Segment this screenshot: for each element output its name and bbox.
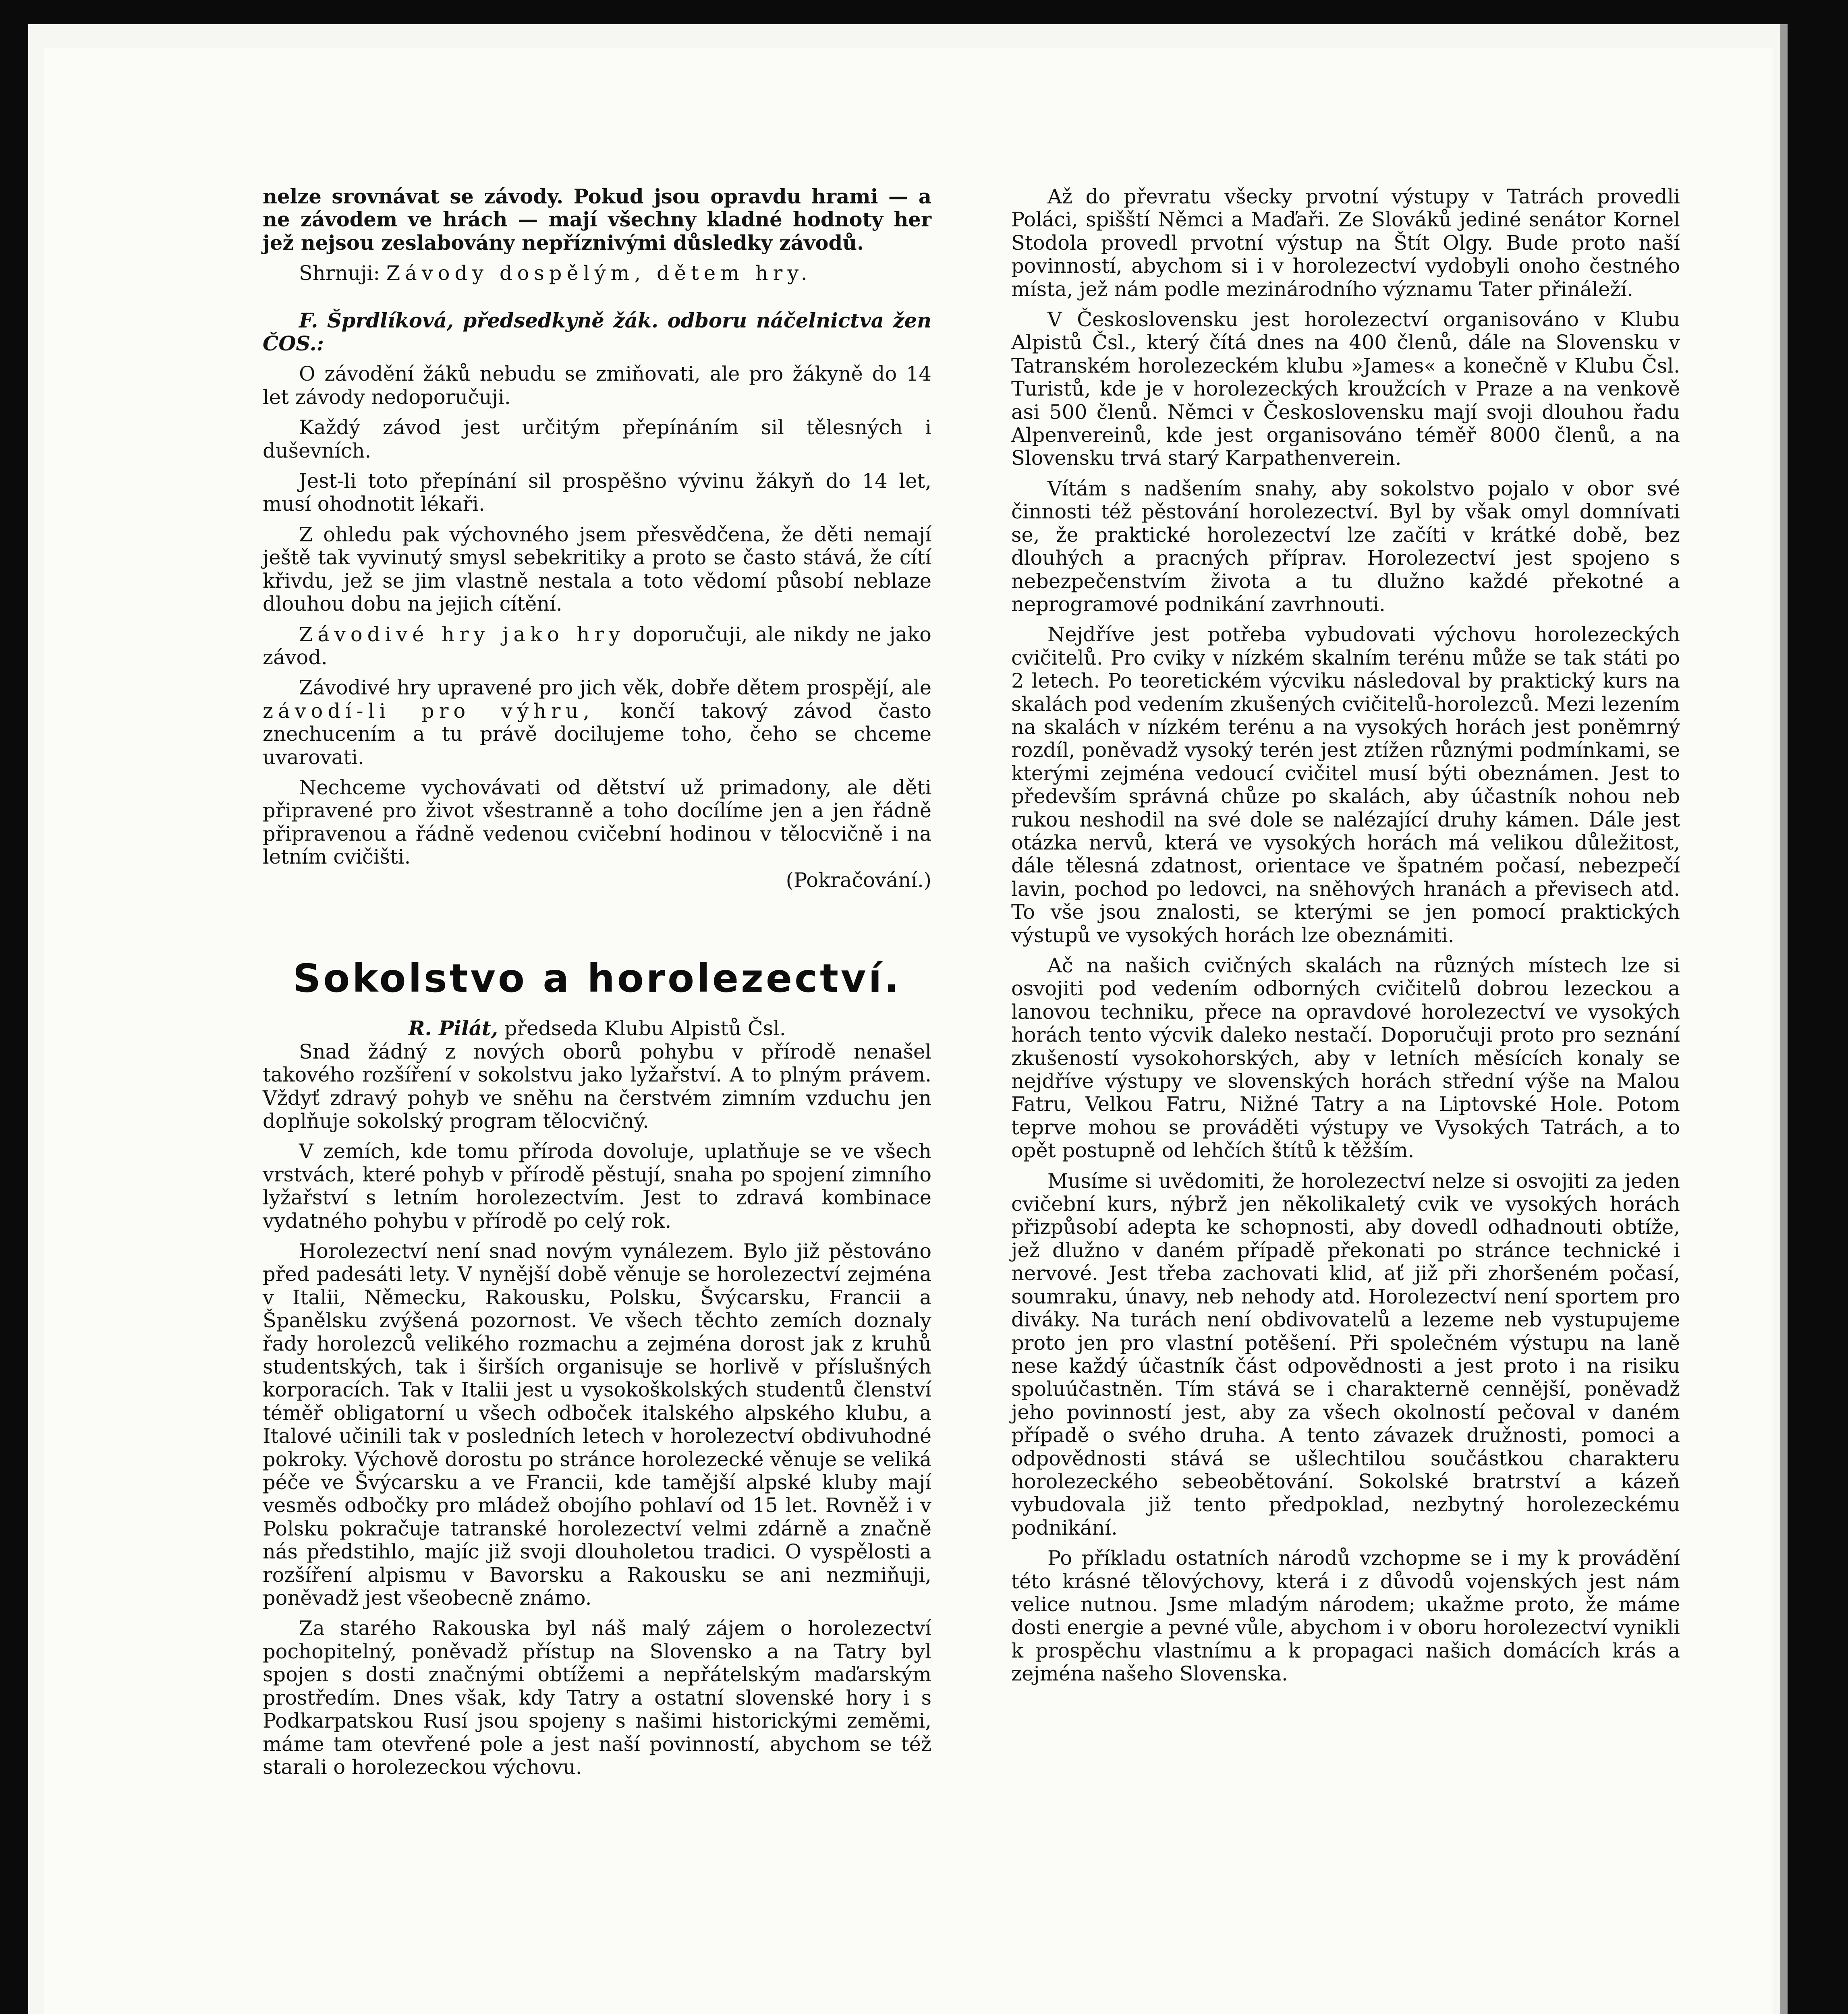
article-title: Sokolstvo a horolezectví. xyxy=(293,955,901,1001)
left-column xyxy=(263,185,931,1779)
paragraph: Z ohledu pak výchovného jsem přesvědčena, že děti nemají ještě tak vyvinutý smysl sebekritiky a proto se často stává, že cítí křivdu, jež se jim vlastně nestala a toto vědomí působí neblaze dlouhou dobu na jejich cítění. xyxy=(263,522,931,616)
spaced-phrase: závodí-li pro výhru, xyxy=(263,699,595,723)
paragraph xyxy=(263,676,931,769)
continued-note: (Pokračování.) xyxy=(786,868,931,892)
paragraph: Za starého Rakouska byl náš malý zájem o horolezectví pochopitelný, poněvadž přístup na Slovensko a na Tatry byl spojen s dosti značnými obtížemi a nepřátelským maďarským prostředím. Dnes však, kdy Tatry a ostatní slovenské hory i s Podkarpatskou Rusí jsou spojeny s našimi historickými zeměmi, máme tam otevřené pole a jest naší povinností, abychom se též starali o horolezeckou výchovu. xyxy=(263,1616,931,1779)
byline-name: R. Pilát, xyxy=(408,1017,498,1040)
paragraph: V zemích, kde tomu příroda dovoluje, uplatňuje se ve všech vrstvách, které pohyb v přírodě pěstují, snaha po spojení zimního lyžařství s letním horolezectvím. Jest to zdravá kombinace vydatného pohybu v přírodě po celý rok. xyxy=(263,1140,931,1233)
scan-edge-right xyxy=(1788,0,1848,2014)
paragraph: Snad žádný z nových oborů pohybu v přírodě nenašel takového rozšíření v sokolstvu jako lyžařství. A to plným právem. Vždyť zdravý pohyb ve sněhu na čerstvém zimním vzduchu jen doplňuje sokolský program tělocvičný. xyxy=(263,1040,931,1133)
paragraph: Vítám s nadšením snahy, aby sokolstvo pojalo v obor své činnosti též pěstování horolezectví. Byl by však omyl domnívati se, že praktické horolezectví lze začíti v krátké době, bez dlouhých a pracných příprav. Horolezectví jest spojeno s nebezpečenstvím života a tu dlužno každé překotné a neprogramové podnikání zavrhnouti. xyxy=(1011,477,1680,616)
summary-line xyxy=(263,262,931,285)
paragraph-start: Závodivé hry upravené pro jich věk, dobře dětem prospějí, ale xyxy=(299,676,931,700)
article-byline xyxy=(263,1017,931,1040)
spaced-phrase: Závodivé hry jako hry xyxy=(299,622,625,646)
paragraph: Nechceme vychovávati od dětství už primadony, ale děti připravené pro život všestranně a toho docílíme jen a jen řádně připravenou a řádně vedenou cvičební hodinou v tělocvičně i na letním cvičišti. xyxy=(263,775,931,869)
paragraph: Každý závod jest určitým přepínáním sil tělesných i duševních. xyxy=(263,416,931,462)
scan-edge-right-shadow xyxy=(1780,24,1788,2014)
paragraph: Musíme si uvědomiti, že horolezectví nelze si osvojiti za jeden cvičební kurs, nýbrž jen několikaletý cvik ve vysokých horách přizpůsobí adepta ke schopnosti, aby dovedl odhadnouti obtíže, jež dlužno v daném případě překonati po stránce technické i nervové. Jest třeba zachovati klid, ať již při zhoršeném počasí, soumraku, únavy, neb nehody atd. Horolezectví není sportem pro diváky. Na turách není obdivovatelů a lezeme neb vystupujeme proto jen pro vlastní potěšení. Při společném výstupu na laně nese každý účastník část odpovědnosti a jest proto i na risiku spoluúčastněn. Tím stává se i charakterně cennější, poněvadž jeho povinností jest, aby za všech okolností pečoval v daném případě o svého druha. A tento závazek družnosti, pomoci a odpovědnosti stává se ušlechtilou součástkou charakteru horolezeckého sebeobětování. Sokolské bratrství a kázeň vybudovala již tento předpoklad, nezbytný horolezeckému podnikání. xyxy=(1011,1169,1680,1540)
paragraph: Jest-li toto přepínání sil prospěšno vývinu žákyň do 14 let, musí ohodnotit lékaři. xyxy=(263,469,931,516)
paragraph: Nejdříve jest potřeba vybudovati výchovu horolezeckých cvičitelů. Pro cviky v nízkém skalním terénu může se tak státi po 2 letech. Po teoretickém výcviku následoval by praktický kurs na skalách pod vedením zkušených cvičitelů-horolezců. Mezi lezením na skalách v nízkém terénu a na vysokých horách jest poněmrný rozdíl, poněvadž vysoký terén jest ztížen různými podmínkami, se kterými zejména vedoucí cvičitel musí býti obeznámen. Jest to především správná chůze po skalách, aby účastník nohou neb rukou neshodil na své dole se nalézající druhy kámen. Dále jest otázka nervů, která ve vysokých horách má velikou důležitost, dále tělesná zdatnost, orientace ve špatném počasí, nebezpečí lavin, pochod po ledovci, na sněhových hranách a převisech atd. To vše jsou znalosti, se kterými se jen pomocí praktických výstupů ve vysokých horách lze obeznámiti. xyxy=(1011,623,1680,947)
paragraph-rest: doporučuji, ale nikdy ne jako závod. xyxy=(263,622,931,669)
paragraph: Horolezectví není snad novým vynálezem. Bylo již pěstováno před padesáti lety. V nynější době věnuje se horolezectví zejména v Italii, Německu, Rakousku, Polsku, Švýcarsku, Francii a Španělsku zvýšená pozornost. Ve všech těchto zemích doznaly řady horolezců velikého rozmachu a zejména dorost jak z kruhů studentských, tak i širších organisuje se horlivě v příslušných korporacích. Tak v Italii jest u vysokoškolských studentů členství téměř obligatorní u všech odboček italského alpského klubu, a Italové učinili tak v posledních letech v horolezectví obdivuhodné pokroky. Výchově dorostu po stránce horolezecké věnuje se veliká péče ve Švýcarsku a ve Francii, kde tamější alpské kluby mají vesměs odbočky pro mládež obojího pohlaví od 15 let. Rovněž i v Polsku pokračuje tatranské horolezectví velmi zdárně a značně nás předstihlo, majíc již svoji dlouholetou tradici. O vyspělosti a rozšíření alpismu v Bavorsku a Rakousku se ani nezmiňuji, poněvadž jest všeobecně známo. xyxy=(263,1239,931,1610)
paragraph: Až do převratu všecky prvotní výstupy v Tatrách provedli Poláci, spišští Němci a Maďaři. Ze Slováků jediné senátor Kornel Stodola provedl prvotní výstup na Štít Olgy. Bude proto naší povinností, abychom si i v horolezectví vydobyli onoho čestného místa, jež nám podle mezinárodního významu Tater přináleží. xyxy=(1011,185,1680,301)
paragraph: Ač na našich cvičných skalách na různých místech lze si osvojiti pod vedením odborných cvičitelů dobrou lezeckou a lanovou techniku, přece na opravdové horolezectví ve vysokých horách tento výcvik daleko nestačí. Doporučuji proto pro seznání zkušeností vysokohorských, aby v letních měsících konaly se nejdříve výstupy ve slovenských horách střední výše na Malou Fatru, Velkou Fatru, Nižné Tatry a na Liptovské Hole. Potom teprve mohou se prováděti výstupy ve Vysokých Tatrách, a to opět postupně od lehčích štítů k těžším. xyxy=(1011,954,1680,1162)
right-column xyxy=(1011,185,1680,1686)
paragraph: Po příkladu ostatních národů vzchopme se i my k provádění této krásné tělovýchovy, která i z důvodů vojenských jest nám velice nutnou. Jsme mladým národem; ukažme proto, že máme dosti energie a pevné vůle, abychom i v oboru horolezectví vynikli k prospěchu vlastnímu a k propagaci našich domácích krás a zejména našeho Slovenska. xyxy=(1011,1546,1680,1686)
byline-role: předseda Klubu Alpistů Čsl. xyxy=(504,1017,786,1040)
summary-text: Závody dospělým, dětem hry. xyxy=(386,261,812,285)
scan-edge-top xyxy=(0,0,1848,24)
summary-label: Shrnuji: xyxy=(299,261,380,285)
scan-edge-left xyxy=(0,0,28,2014)
paragraph xyxy=(263,623,931,669)
intro-paragraph: nelze srovnávat se závody. Pokud jsou opravdu hrami — a ne závodem ve hrách — mají všechny kladné hodnoty her jež nejsou zeslabovány nepříznivými důsledky závodů. xyxy=(263,185,931,255)
paragraph: V Československu jest horolezectví organisováno v Klubu Alpistů Čsl., který čítá dnes na 400 členů, dále na Slovensku v Tatranském horolezeckém klubu »James« a konečně v Klubu Čsl. Turistů, kde je v horolezeckých kroužcích v Praze a na venkově asi 500 členů. Němci v Československu mají svoji dlouhou řadu Alpenvereinů, kde jest organisováno téměř 8000 členů, a na Slovensku trvá starý Karpathenverein. xyxy=(1011,308,1680,470)
author-line: F. Šprdlíková, předsedkyně žák. odboru náčelnictva žen ČOS.: xyxy=(263,309,931,356)
paragraph-rest: končí takový závod často znechucením a tu právě docilujeme toho, čeho se chceme uvarovati. xyxy=(263,699,931,769)
paragraph: O závodění žáků nebudu se zmiňovati, ale pro žákyně do 14 let závody nedoporučuji. xyxy=(263,362,931,409)
